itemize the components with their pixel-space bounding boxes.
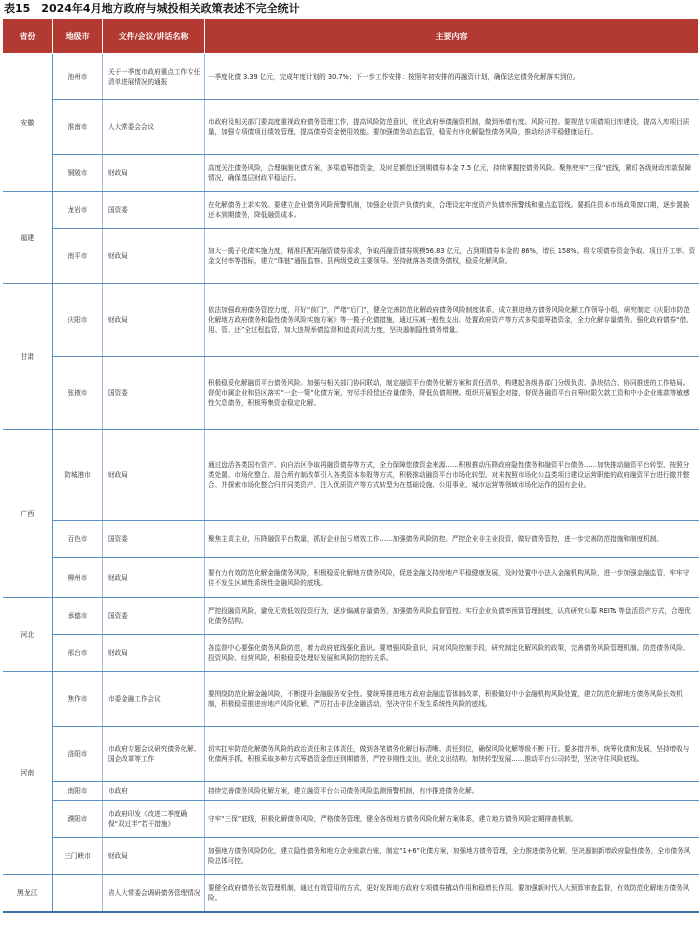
- document-cell: 市政府印发《改进二季度确保“双过半”若干措施》: [103, 801, 205, 838]
- city-cell: 邢台市: [53, 635, 103, 672]
- table-row: [3, 54, 699, 100]
- table-row: [3, 635, 699, 672]
- table-row: [3, 192, 699, 229]
- document-cell: 国资委: [103, 192, 205, 229]
- content-cell: 依法加强政府债务管控力度，开好“前门”，严堵“后门”，健全完善防范化解政府债务风险制度体系，成立推进地方债务风险化解工作领导小组，研究制定《庆阳市防范化解地方政府债务和隐性债务风险实施方案》等一揽子化债措施，通过压减一般性支出、处置政府资产等方式多渠道筹措资金，全力化解存量债务。强化政府债券“借、用、管、还”全过程监管，加大违规举债监督和追责问责力度，坚决遏制隐性债务增量。: [205, 284, 699, 357]
- content-cell: 严控投融资风险，避免无效低效投资行为，逐步偏减存量债务，加强债务风险监督管控。实行企业负债率预算管理制度，认真研究公募 REITs 等盘活资产方式，合理优化债务结构。: [205, 598, 699, 635]
- city-cell: 庆阳市: [53, 284, 103, 357]
- table-row: [3, 521, 699, 558]
- city-cell: 张掖市: [53, 357, 103, 430]
- table-row: [3, 558, 699, 598]
- content-cell: 积极稳妥化解融资平台债务风险。加强与相关部门协同联动，制定融资平台债务化解方案和责任清单，构建起各级各部门分级负责、条块结合、协同推进的工作格局。督促市属企业和县区落实“一企一策”化债方案，穷尽手段偿还存量债务，降低负债规模。组织开展银企对接，督促各融资平台自筹时限欠款工资和中小企业账款等敏感性欠息债务，积极筹集资金稳定化解。: [205, 357, 699, 430]
- table-caption: 表15 2024年4月地方政府与城投相关政策表述不完全统计: [4, 2, 300, 15]
- province-cell: 甘肃: [3, 284, 53, 430]
- document-cell: 财政局: [103, 229, 205, 284]
- province-cell: 河北: [3, 598, 53, 672]
- content-cell: 各监督中心要强化债务风险防范，着力政府底线强化意识。要增强风险意识，同对风险控制手段，研究制定化解风险的政策，完善债务风险管理机制。防范债务风险、投资风险、经营风险，积极稳妥处理好发展和风险防控的关系。: [205, 635, 699, 672]
- city-cell: 池州市: [53, 54, 103, 100]
- city-cell: 防城港市: [53, 430, 103, 521]
- province-cell: 福建: [3, 192, 53, 284]
- city-cell: 铜陵市: [53, 155, 103, 192]
- city-cell: 承德市: [53, 598, 103, 635]
- table-row: [3, 284, 699, 357]
- city-cell: 南阳市: [53, 782, 103, 801]
- policy-table: [2, 18, 699, 913]
- document-cell: 人大常委会会议: [103, 100, 205, 155]
- document-cell: 财政局: [103, 155, 205, 192]
- province-cell: 广西: [3, 430, 53, 598]
- city-cell: 淮南市: [53, 100, 103, 155]
- content-cell: 持续完善债务风险化解方案，建立融资平台公司债务风险监测预警机制，有序推进债务化解。: [205, 782, 699, 801]
- table-row: [3, 801, 699, 838]
- content-cell: 加大一揽子化债实施力度，精准匹配再融资债券需求，争取再融资债券规模56.83 亿元，占到期债券本金的 86%，增长 158%。将专项债券资金争取、项目开工率、资金支付率等指标，建立“珠链”通报监察、县两级党政主要领导。坚持就落各类债务债权，稳妥化解风险。: [205, 229, 699, 284]
- header-province: 省份: [3, 19, 53, 54]
- document-cell: 国资委: [103, 357, 205, 430]
- content-cell: 市政府及相关部门要高度重视政府债务管理工作，提高风险防范意识，优化政府举债融资机制，做到举债有度、风险可控。要规范专项债项目库建设，提高入库项目质量，加强专项债项目绩效管理，提高债券资金使用效能。要加强债务动态监管，稳妥有序化解隐性债务风险，推动经济平稳健康运行。: [205, 100, 699, 155]
- province-cell: 安徽: [3, 54, 53, 192]
- table-row: [3, 838, 699, 875]
- table-header-row: [3, 19, 699, 54]
- document-cell: 国资委: [103, 598, 205, 635]
- table-row: [3, 875, 699, 912]
- city-cell: 三门峡市: [53, 838, 103, 875]
- table-row: [3, 430, 699, 521]
- city-cell: 濮阳市: [53, 801, 103, 838]
- content-cell: 要有力有效防范化解金融债务风险，积极稳妥化解地方债务风险，促进金融支持房地产平稳健康发展，及时处置中小法人金融机构风险，进一步加强金融监管，牢牢守住不发生区域性系统性金融风险的底线。: [205, 558, 699, 598]
- content-cell: 加强地方债务风险防化，建立隐性债务和地方企业账款台账，制定“1+6”化债方案，加强地方债务管理，全力推进债务化解，坚决遏制新增政府隐性债务，全市债务风险总体可控。: [205, 838, 699, 875]
- table-row: [3, 598, 699, 635]
- city-cell: 南平市: [53, 229, 103, 284]
- content-cell: 切实扛牢防范化解债务风险的政治责任和主体责任，做到各笔债务化解目标清晰、责任到位，确保风险化解等级不断下行。要多措并举，统筹化债和发展，坚持增收与化债两手抓，积极采取多种方式筹措资金偿还到期债务，严控非刚性支出，优化支出结构，加快转型发展……推动平台公司转型，坚决守住风险底线。: [205, 727, 699, 782]
- document-cell: 财政局: [103, 558, 205, 598]
- document-cell: 财政局: [103, 838, 205, 875]
- city-cell: 龙岩市: [53, 192, 103, 229]
- table-row: [3, 782, 699, 801]
- document-cell: 市委金融工作会议: [103, 672, 205, 727]
- document-cell: 财政局: [103, 430, 205, 521]
- city-cell: 洛阳市: [53, 727, 103, 782]
- content-cell: 要健全政府债务长效管理机制，通过有效管用的方式，更好发挥地方政府专项债券撬动作用和稳增长作用。要加强新时代人大预算审查监督，有效防范化解地方债务风险。: [205, 875, 699, 912]
- table-row: [3, 155, 699, 192]
- content-cell: 通过盘活各类国有资产、向自治区争取再融资债券等方式，全力保障偿债资金来源……积极推动压降政府隐性债务和融资平台债务……加快推动融资平台转型、按照分类处置、市场化整合、混合所有制改革引入各类资本参股等方式，积极推动融资平台市场化转型。对未按照市场化公益类项目建设运营职能的政府融资平台进行撤并整合、并探索市场化整合归并同类资产、注入优质资产等方式转型为在基础设施、公用事业、城市运营等领域市场化运作的国有企业。: [205, 430, 699, 521]
- table-row: [3, 357, 699, 430]
- header-content: 主要内容: [205, 19, 699, 54]
- document-cell: 市政府: [103, 782, 205, 801]
- content-cell: 高度关注债务风险，合理编制化债方案，多渠道筹措资金，及时足额偿还到期债券本金 7.5 亿元，持续掌握控债务风险。聚焦兜牢“三保”底线，紧盯各级财政库款保障情况，确保基层财政平稳运行。: [205, 155, 699, 192]
- content-cell: 聚焦主责主业，压降融资平台数量，抓好企业扭亏增效工作……加强债务风险防控。严控企业非主业投资，做好债务管控，进一步完善防范措施和制度机制。: [205, 521, 699, 558]
- province-cell: 河南: [3, 672, 53, 875]
- content-cell: 守牢“三保”底线，积极化解债务风险，严格债务管理，健全各级地方债务风险化解方案体系，建立地方债务风险定期排查机制。: [205, 801, 699, 838]
- table-row: [3, 100, 699, 155]
- city-cell: 柳州市: [53, 558, 103, 598]
- table-body: [3, 54, 699, 912]
- document-cell: 关于一季度市政府重点工作专任清单进展情况的通报: [103, 54, 205, 100]
- header-city: 地级市: [53, 19, 103, 54]
- city-cell: 焦作市: [53, 672, 103, 727]
- province-cell: 黑龙江: [3, 875, 53, 912]
- city-cell: [53, 875, 103, 912]
- header-document: 文件/会议/讲话名称: [103, 19, 205, 54]
- table-row: [3, 229, 699, 284]
- city-cell: 百色市: [53, 521, 103, 558]
- document-cell: 市政府专题会议研究债务化解、国企改革等工作: [103, 727, 205, 782]
- content-cell: 要围绕防范化解金融风险，不断提升金融服务安全性。要统筹推进地方政府金融监管体制改革，积极做好中小金融机构风险处置，建立防范化解地方债务风险长效机制，积极稳妥推进房地产风险化解，严厉打击非法金融活动，坚决守住不发生系统性风险的底线。: [205, 672, 699, 727]
- document-cell: 财政局: [103, 635, 205, 672]
- content-cell: 一季度化债 3.39 亿元，完成年度计划的 30.7%；下一步工作安排：按照年初安排的再融资计划，确保法定债务化解落实到位。: [205, 54, 699, 100]
- document-cell: 财政局: [103, 284, 205, 357]
- table-row: [3, 672, 699, 727]
- table-row: [3, 727, 699, 782]
- document-cell: 国资委: [103, 521, 205, 558]
- document-cell: 省人大常委会调研债务管理情况: [103, 875, 205, 912]
- content-cell: 在化解债务上求实效。要建立企业债务风险预警机制，加强企业资产负债约束，合理设定年度资产负债率预警线和重点监管线。要抓住资本市场政策窗口期，逐步置换还本到期债务，降低融资成本。: [205, 192, 699, 229]
